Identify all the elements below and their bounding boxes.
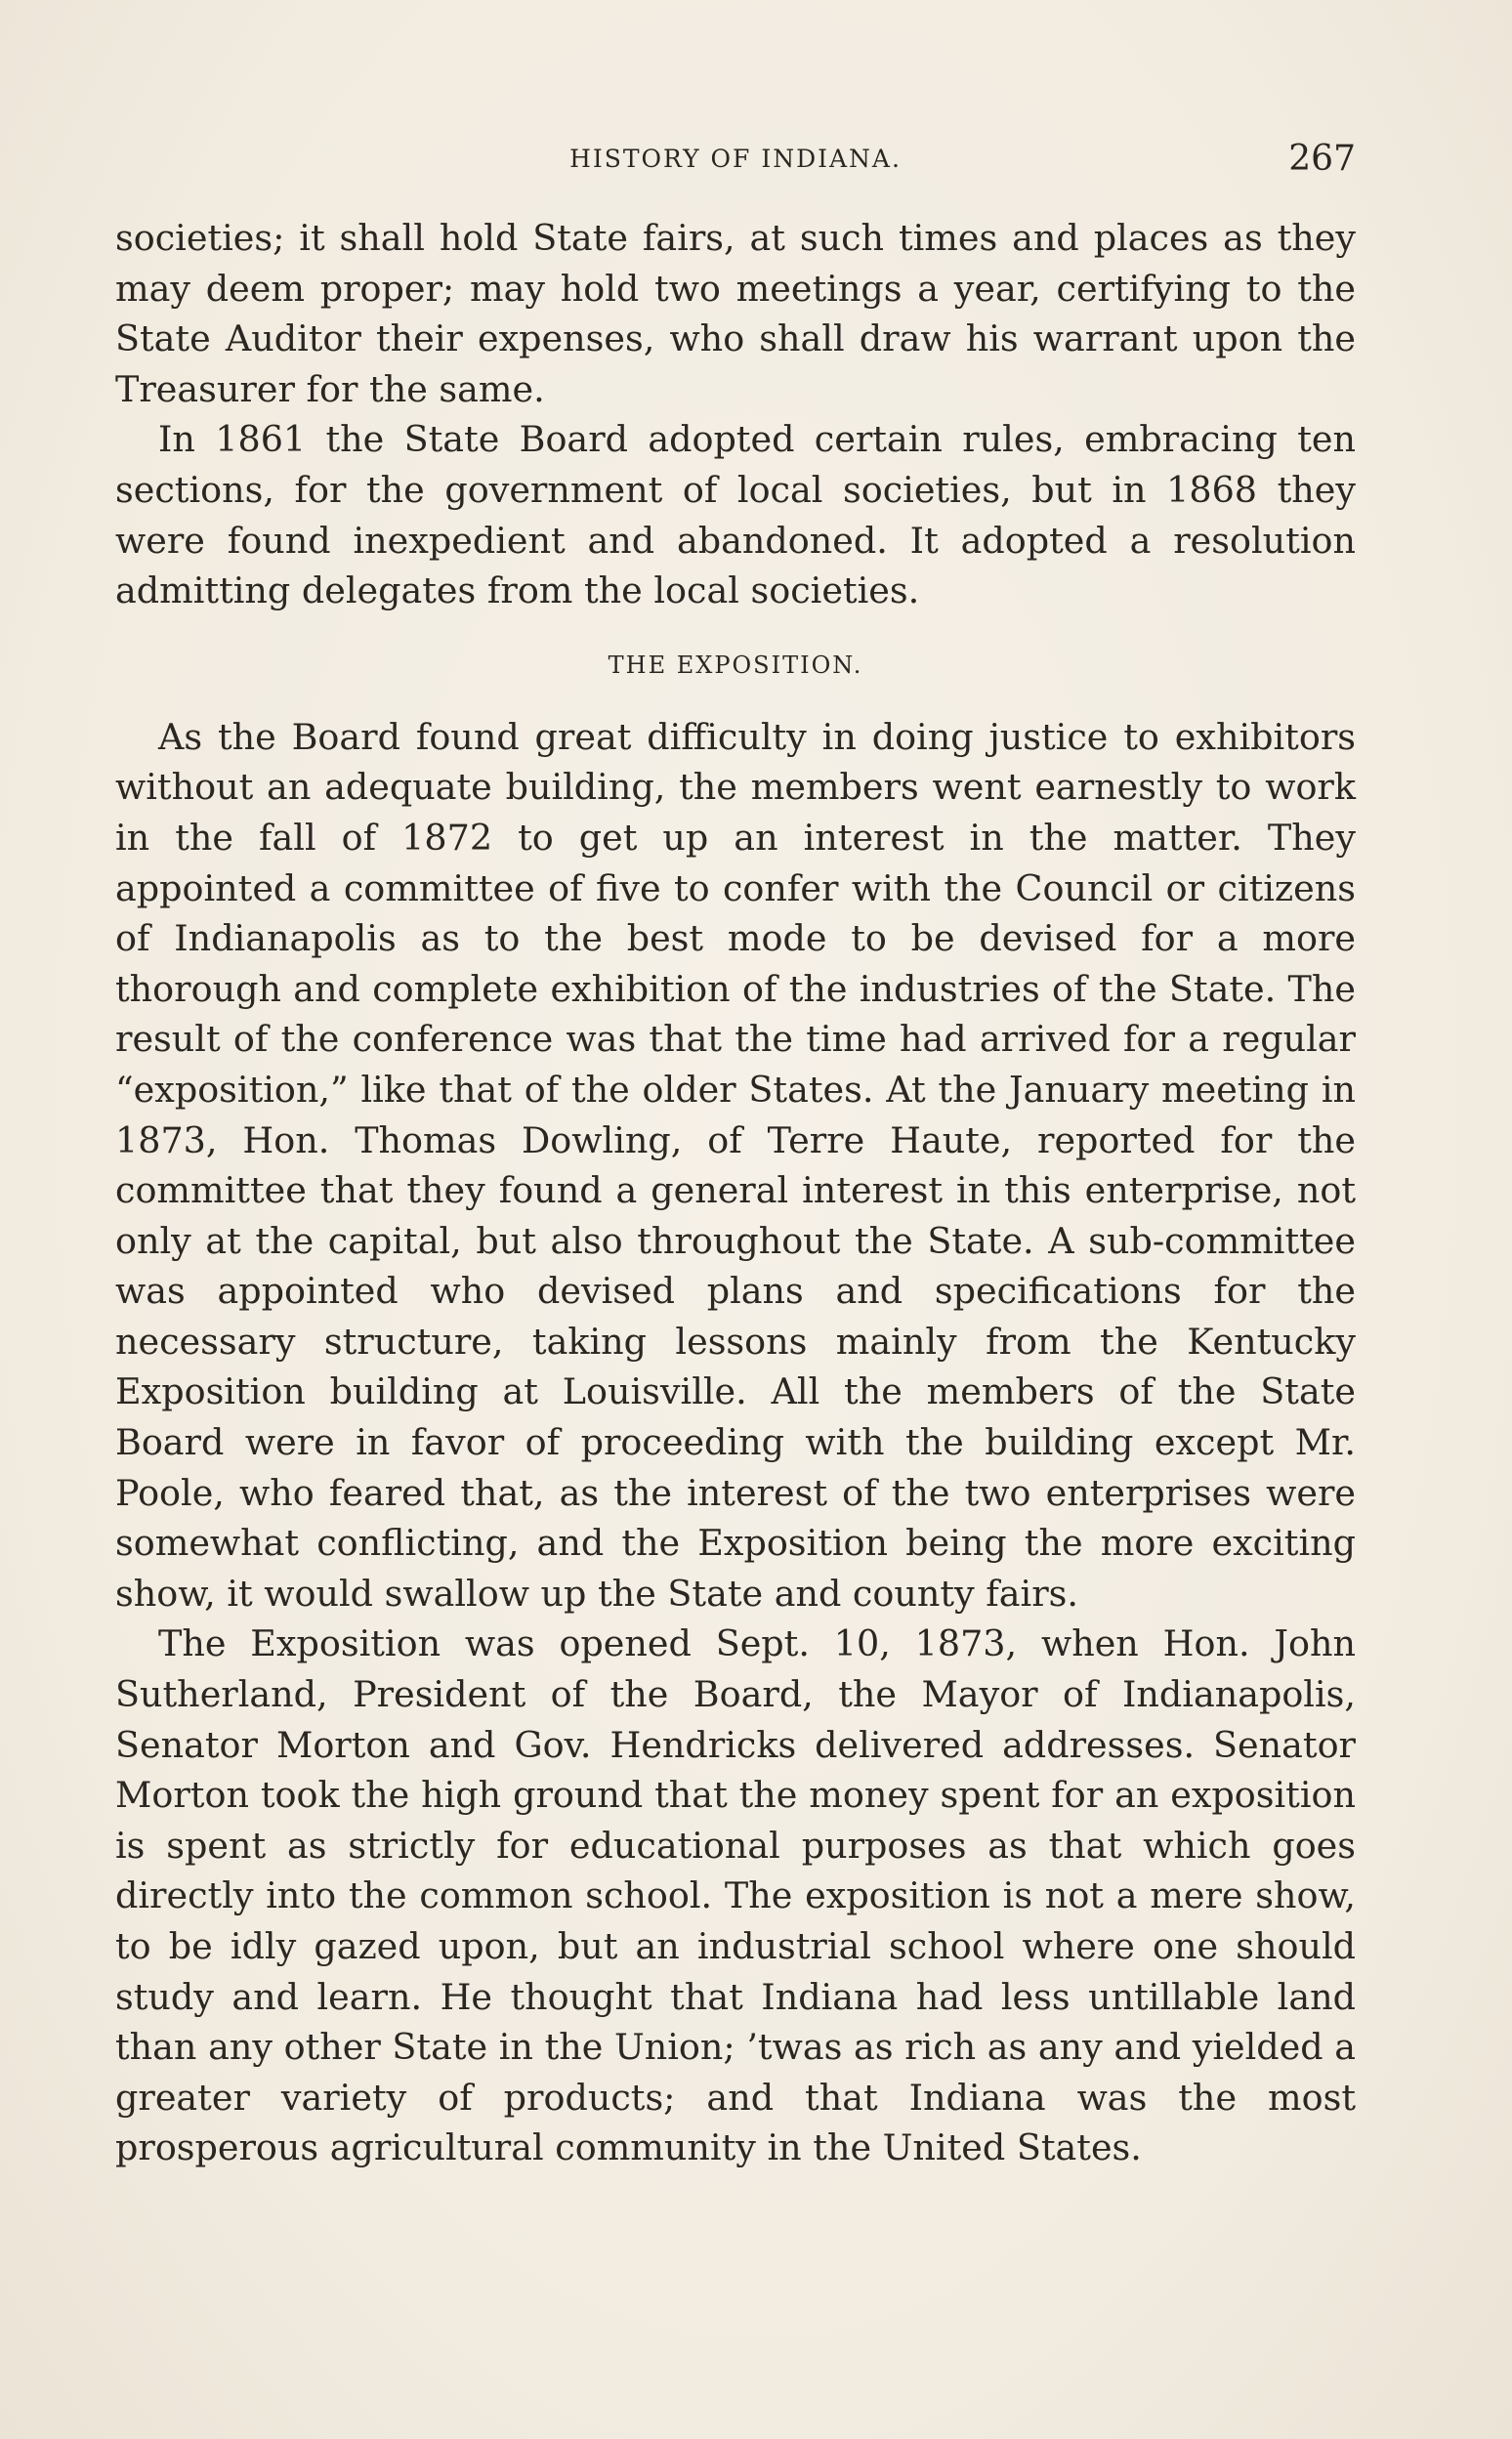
page-number: 267 [1288, 139, 1356, 179]
running-header [115, 139, 1356, 178]
paragraph-societies-continued: societies; it shall hold State fairs, at such times and places as they may deem proper; may hold two meetings a year, certifying to the State Auditor their expenses, who shall draw his warrant upon the Treasurer for the same. [115, 217, 1356, 410]
paragraph-exposition-opening: The Exposition was opened Sept. 10, 1873, when Hon. John Sutherland, President of the Board, the Mayor of Indianapolis, Senator Morton and Gov. Hendricks delivered addresses. Senator Morton took the high ground that the money spent for an exposition is spent as strictly for educational purposes as that which goes directly into the common school. The exposition is not a mere show, to be idly gazed upon, but an industrial school where one should study and learn. He thought that Indiana had less untillable land than any other State in the Union; ’twas as rich as any and yielded a greater variety of products; and that Indiana was the most prosperous agricultural community in the United States. [115, 1622, 1356, 2169]
body-text [115, 213, 1356, 2173]
running-title: HISTORY OF INDIANA. [569, 145, 902, 173]
section-heading-exposition: THE EXPOSITION. [608, 651, 863, 679]
paragraph-rules-1861: In 1861 the State Board adopted certain rules, embracing ten sections, for the government of local societies, but in 1868 they were found inexpedient and abandoned. It adopted a resolution admitting delegates from the local societies. [115, 418, 1356, 612]
paragraph-exposition-origin: As the Board found great difficulty in doing justice to exhibitors without an adequate building, the members went earnestly to work in the fall of 1872 to get up an interest in the matter. They appointed a committee of five to confer with the Council or citizens of Indianapolis as to the best mode to be devised for a more thorough and complete exhibition of the industries of the State. The result of the conference was that the time had arrived for a regular “exposition,” like that of the older States. At the January meeting in 1873, Hon. Thomas Dowling, of Terre Haute, reported for the committee that they found a general interest in this enterprise, not only at the capital, but also throughout the State. A sub-committee was appointed who devised plans and specifications for the necessary structure, taking lessons mainly from the Kentucky Exposition building at Louisville. All the members of the State Board were in favor of proceeding with the building except Mr. Poole, who feared that, as the interest of the two enterprises were somewhat conflicting, and the Exposition being the more exciting show, it would swallow up the State and county fairs. [115, 715, 1356, 1615]
